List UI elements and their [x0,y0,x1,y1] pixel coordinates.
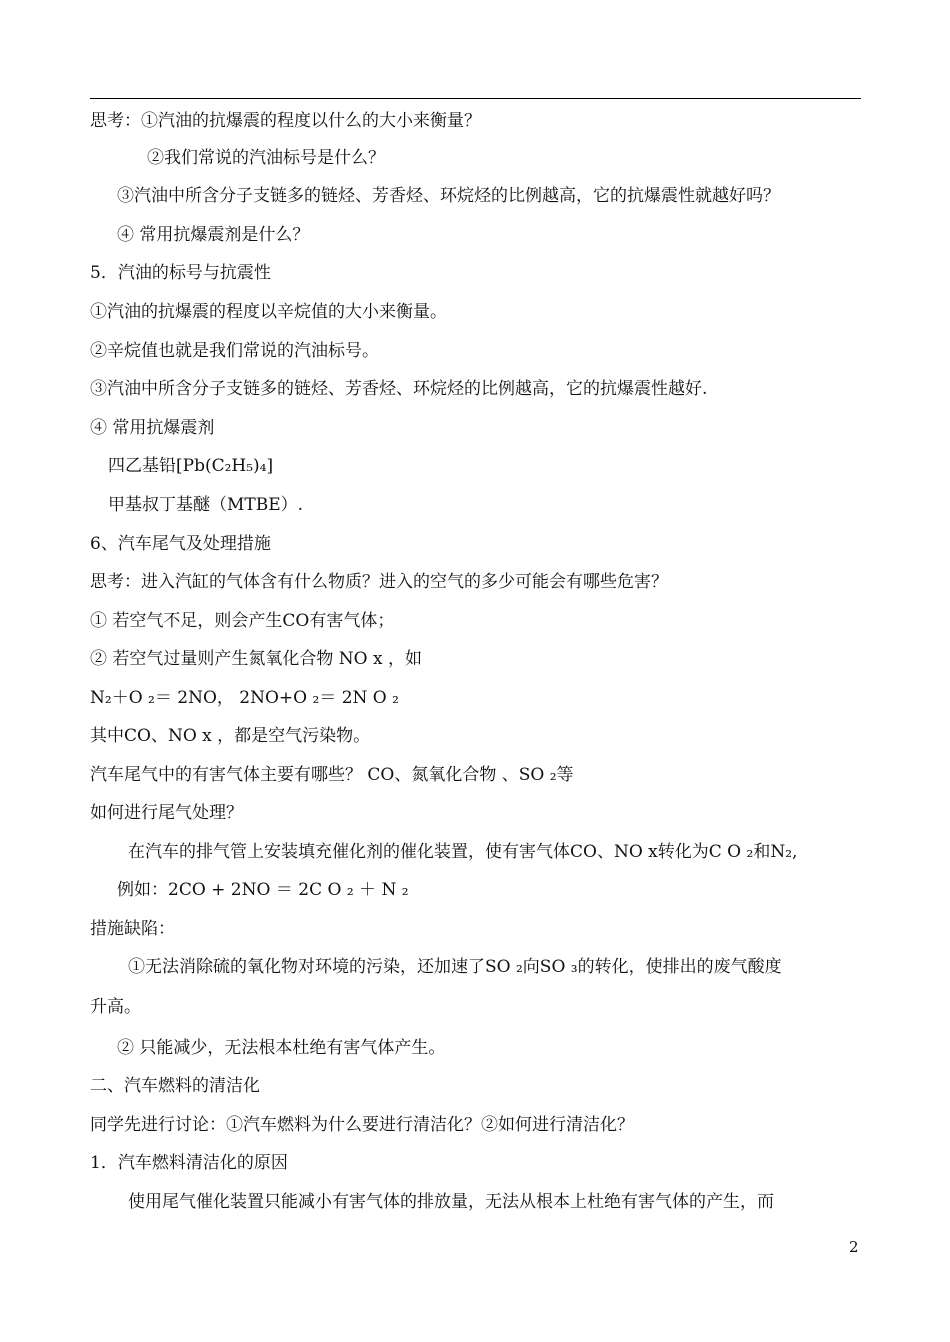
section-heading: 1．汽车燃料清洁化的原因 [90,1153,288,1173]
text-line: 措施缺陷： [90,919,175,939]
text-line: ① 若空气不足，则会产生CO有害气体； [90,611,395,631]
text-line: ②辛烷值也就是我们常说的汽油标号。 [90,341,379,361]
text-line: ② 若空气过量则产生氮氧化合物 NO x ，如 [90,649,423,669]
text-line: ④ 常用抗爆震剂 [90,418,215,438]
text-line: ③汽油中所含分子支链多的链烃、芳香烃、环烷烃的比例越高，它的抗爆震性就越好吗？ [117,186,780,206]
text-line: 汽车尾气中的有害气体主要有哪些？ CO、氮氧化合物 、SO ₂等 [90,765,574,785]
text-line: 升高。 [90,997,141,1017]
section-heading: 5．汽油的标号与抗震性 [90,263,271,283]
page-number: 2 [849,1238,859,1256]
text-line: 同学先进行讨论：①汽车燃料为什么要进行清洁化？②如何进行清洁化？ [90,1115,634,1135]
text-line: 四乙基铅[Pb(C₂H₅)₄] [108,456,274,476]
text-line: 如何进行尾气处理？ [90,803,243,823]
text-line: 思考：进入汽缸的气体含有什么物质？进入的空气的多少可能会有哪些危害？ [90,572,668,592]
text-line: 在汽车的排气管上安装填充催化剂的催化装置，使有害气体CO、NO x转化为C O ₂和N₂, [128,842,798,862]
text-line: ④ 常用抗爆震剂是什么？ [117,225,310,245]
text-line: ③汽油中所含分子支链多的链烃、芳香烃、环烷烃的比例越高，它的抗爆震性越好. [90,379,708,399]
text-line: ①汽油的抗爆震的程度以辛烷值的大小来衡量。 [90,302,447,322]
section-heading: 6、汽车尾气及处理措施 [90,534,271,554]
section-heading: 二、汽车燃料的清洁化 [90,1076,260,1096]
text-line: 甲基叔丁基醚（MTBE）. [108,495,304,515]
text-line: 思考：①汽油的抗爆震的程度以什么的大小来衡量？ [90,111,481,131]
formula-line: 例如：2CO + 2NO ＝ 2C O ₂ ＋ N ₂ [117,880,409,900]
text-line: ②我们常说的汽油标号是什么？ [147,148,385,168]
header-rule [90,98,861,99]
text-line: ② 只能减少，无法根本杜绝有害气体产生。 [117,1038,446,1058]
text-line: 其中CO、NO x ，都是空气污染物。 [90,726,371,746]
formula-line: N₂＋O ₂＝ 2NO， 2NO+O ₂＝ 2N O ₂ [90,688,399,708]
text-line: ①无法消除硫的氧化物对环境的污染，还加速了SO ₂向SO ₃的转化，使排出的废气酸度 [128,957,782,977]
text-line: 使用尾气催化装置只能减小有害气体的排放量，无法从根本上杜绝有害气体的产生，而 [128,1192,774,1212]
